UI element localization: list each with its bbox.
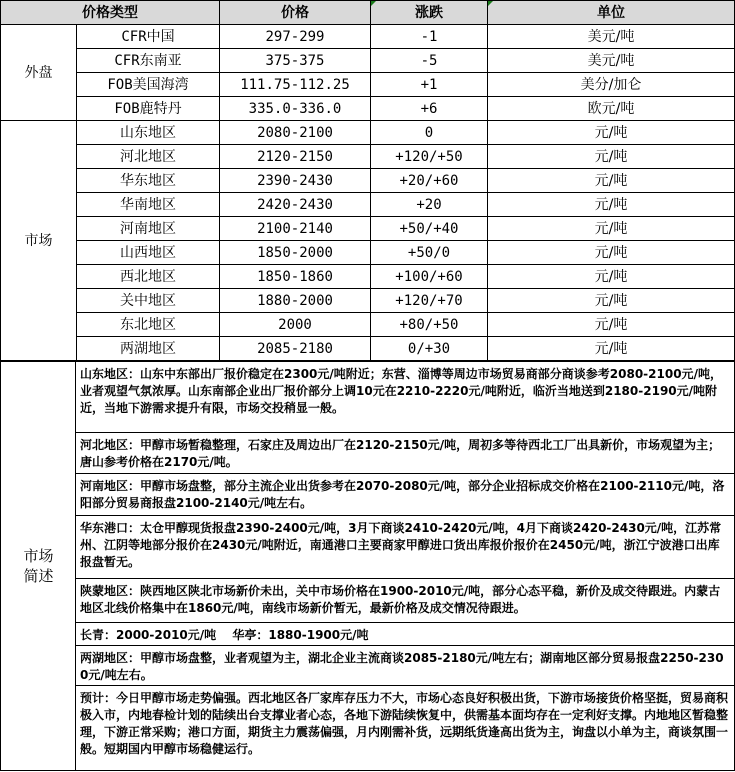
row-unit: 元/吨 [488,169,735,193]
row-name: FOB美国海湾 [77,73,220,97]
row-price: 297-299 [220,25,371,49]
table-row [1,49,735,73]
row-change: +120/+50 [371,145,488,169]
table-row [1,289,735,313]
row-change: -1 [371,25,488,49]
table-row [1,337,735,361]
row-price: 2000 [220,313,371,337]
header-row [1,1,735,25]
row-unit: 美元/吨 [488,49,735,73]
note-shandong: 山东地区：山东中东部出厂报价稳定在2300元/吨附近；东营、淄博等周边市场贸易商部分商谈参考2080-2100元/吨，业者观望气氛浓厚。山东南部企业出厂报价部分上调10元在2210-2220元/吨附近，临沂当地送到2180-2190元/吨附近，当地下游需求提升有限，市场交投稍显一般。 [75,361,735,433]
row-change: +50/+40 [371,217,488,241]
row-change: +1 [371,73,488,97]
row-price: 2100-2140 [220,217,371,241]
row-unit: 元/吨 [488,121,735,145]
comment-marker-icon [488,1,493,6]
table-row [1,217,735,241]
note-lianghu: 两湖地区：甲醇市场盘整，业者观望为主，湖北企业主流商谈2085-2180元/吨左右；湖南地区部分贸易报盘2250-2300元/吨左右。 [75,646,735,686]
row-price: 111.75-112.25 [220,73,371,97]
table-row [1,193,735,217]
row-unit: 元/吨 [488,289,735,313]
row-unit: 元/吨 [488,145,735,169]
row-change: 0/+30 [371,337,488,361]
row-name: 华南地区 [77,193,220,217]
row-name: FOB鹿特丹 [77,97,220,121]
row-price: 1880-2000 [220,289,371,313]
row-unit: 美分/加仑 [488,73,735,97]
row-name: CFR中国 [77,25,220,49]
summary-notes [75,361,735,771]
header-type: 价格类型 [1,1,220,25]
note-henan: 河南地区：甲醇市场盘整，部分主流企业出货参考在2070-2080元/吨，部分企业招标成交价格在2100-2110元/吨，洛阳部分贸易商报盘2100-2140元/吨左右。 [75,474,735,516]
row-change: -5 [371,49,488,73]
note-huadong: 华东港口：太仓甲醇现货报盘2390-2400元/吨，3月下商谈2410-2420元/吨，4月下商谈2420-2430元/吨，江苏常州、江阴等地部分报价在2430元/吨附近，南通港口主要商家甲醇进口货出库报价报价在2450元/吨，浙江宁波港口出库报盘暂无。 [75,516,735,579]
row-price: 1850-1860 [220,265,371,289]
row-price: 2420-2430 [220,193,371,217]
row-price: 1850-2000 [220,241,371,265]
price-table [0,0,735,361]
row-name: 两湖地区 [77,337,220,361]
row-price: 2085-2180 [220,337,371,361]
table-row [1,25,735,49]
row-unit: 元/吨 [488,265,735,289]
row-unit: 欧元/吨 [488,97,735,121]
row-change: +100/+60 [371,265,488,289]
row-unit: 元/吨 [488,241,735,265]
table-row [1,121,735,145]
row-unit: 元/吨 [488,313,735,337]
row-change: +50/0 [371,241,488,265]
row-unit: 元/吨 [488,337,735,361]
row-price: 335.0-336.0 [220,97,371,121]
table-row [1,313,735,337]
table-row [1,145,735,169]
category-summary [0,361,76,771]
table-row [1,97,735,121]
row-name: 河南地区 [77,217,220,241]
row-name: 关中地区 [77,289,220,313]
comment-marker-icon [371,1,376,6]
row-unit: 美元/吨 [488,25,735,49]
row-name: CFR东南亚 [77,49,220,73]
row-unit: 元/吨 [488,217,735,241]
header-change: 涨跌 [371,1,488,25]
header-unit: 单位 [488,1,735,25]
category-foreign: 外盘 [1,25,77,121]
row-price: 2120-2150 [220,145,371,169]
table-row [1,169,735,193]
table-row [1,265,735,289]
row-name: 河北地区 [77,145,220,169]
row-price: 2080-2100 [220,121,371,145]
row-price: 375-375 [220,49,371,73]
row-change: 0 [371,121,488,145]
row-unit: 元/吨 [488,193,735,217]
table-row [1,73,735,97]
row-name: 东北地区 [77,313,220,337]
row-name: 山西地区 [77,241,220,265]
header-price: 价格 [220,1,371,25]
row-name: 西北地区 [77,265,220,289]
row-name: 华东地区 [77,169,220,193]
category-market: 市场 [1,121,77,361]
row-price: 2390-2430 [220,169,371,193]
row-name: 山东地区 [77,121,220,145]
summary-label: 市场简述 [23,547,54,585]
row-change: +6 [371,97,488,121]
note-shaanmeng: 陕蒙地区：陕西地区陕北市场新价未出，关中市场价格在1900-2010元/吨，部分心态平稳，新价及成交待跟进。内蒙古地区北线价格集中在1860元/吨，南线市场新价暂无，最新价格及成交情况待跟进。 [75,579,735,623]
row-change: +80/+50 [371,313,488,337]
note-forecast: 预计：今日甲醇市场走势偏强。西北地区各厂家库存压力不大，市场心态良好积极出货，下游市场接货价格坚挺，贸易商积极入市，内地春检计划的陆续出台支撑业者心态，各地下游陆续恢复中，供需基本面均存在一定利好支撑。内地地区暂稳整理，下游正常采购；港口方面，期货主力震荡偏强，月内刚需补货，远期纸货逢高出货为主，询盘以小单为主，商谈氛围一般。短期国内甲醇市场稳健运行。 [75,686,735,771]
row-change: +20 [371,193,488,217]
note-changqing-huating: 长青：2000-2010元/吨 华亭：1880-1900元/吨 [75,623,735,646]
row-change: +20/+60 [371,169,488,193]
table-row [1,241,735,265]
note-hebei: 河北地区：甲醇市场暂稳整理，石家庄及周边出厂在2120-2150元/吨，周初多等待西北工厂出具新价，市场观望为主；唐山参考价格在2170元/吨。 [75,433,735,474]
row-change: +120/+70 [371,289,488,313]
